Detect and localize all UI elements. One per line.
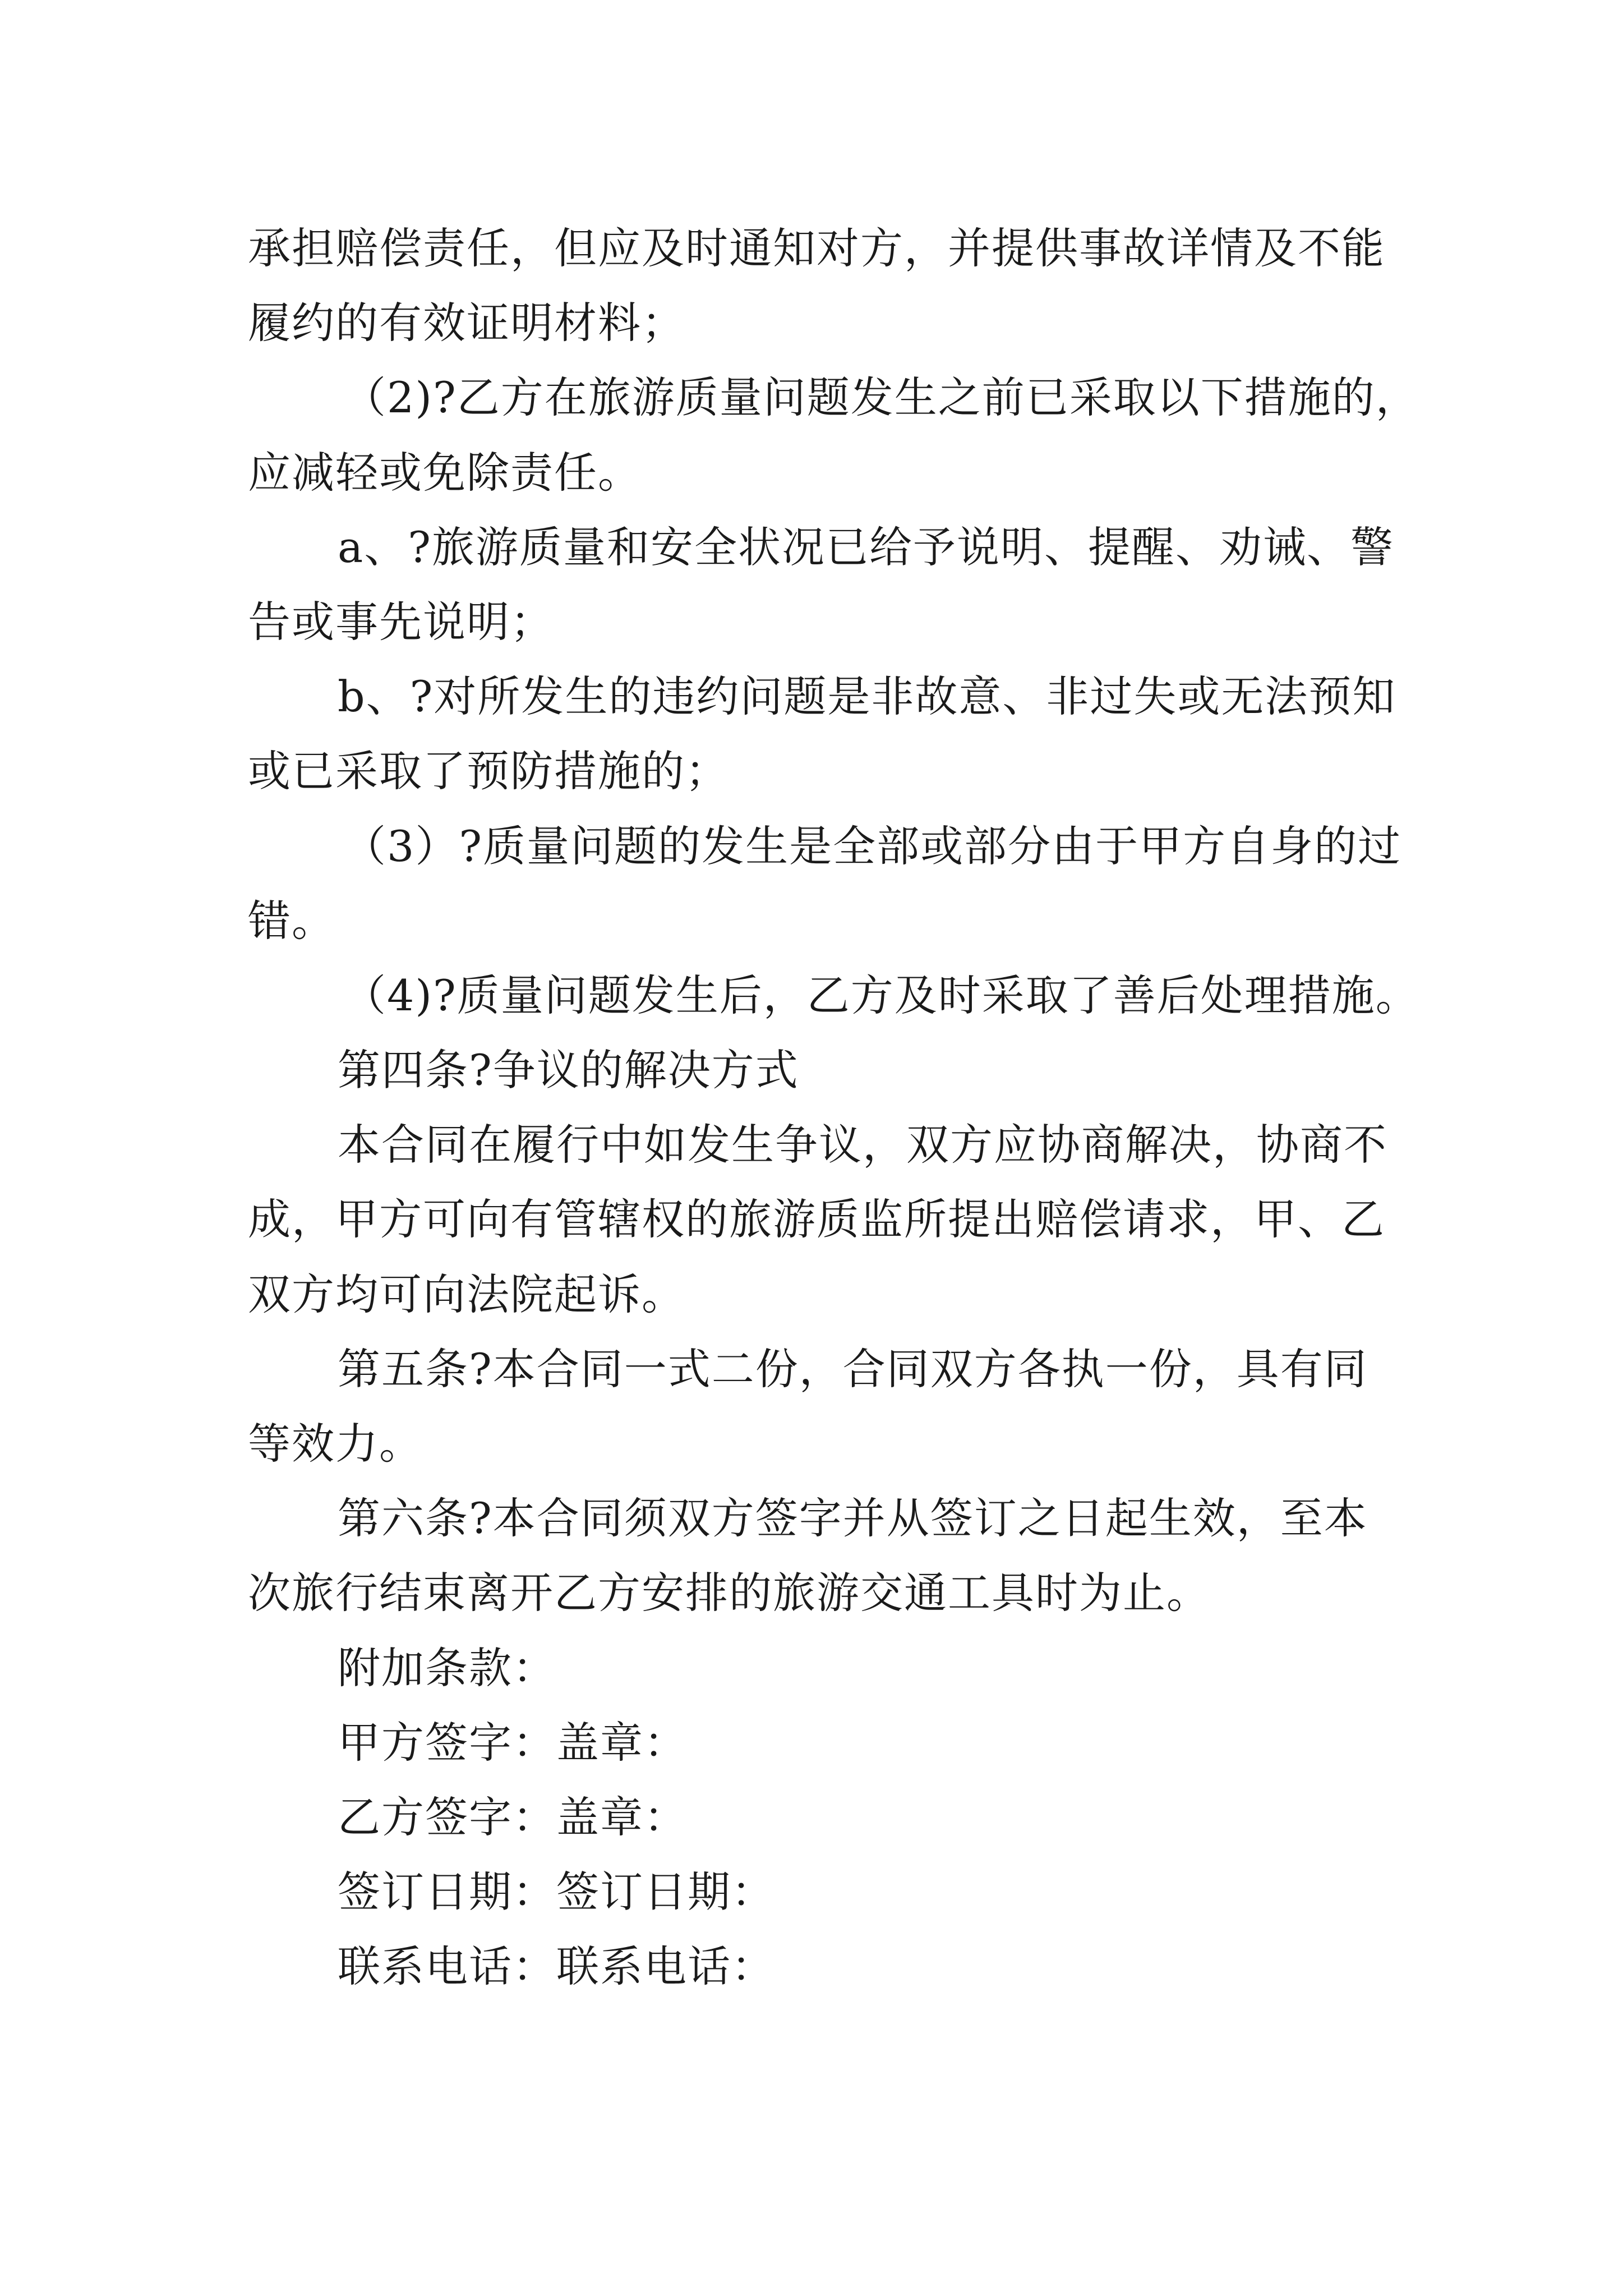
contact-phone-label: 联系电话：联系电话： bbox=[338, 1941, 775, 1992]
item-b-line: b、?对所发生的违约问题是非故意、非过失或无法预知 bbox=[338, 671, 1396, 722]
article-5-line: 第五条?本合同一式二份，合同双方各执一份，具有同 bbox=[338, 1343, 1368, 1394]
paragraph-line: 本合同在履行中如发生争议，双方应协商解决，协商不 bbox=[338, 1120, 1387, 1170]
clause-4-line: （4)?质量问题发生后，乙方及时采取了善后处理措施。 bbox=[343, 970, 1419, 1020]
article-4-heading: 第四条?争议的解决方式 bbox=[338, 1045, 799, 1096]
paragraph-line: 错。 bbox=[248, 895, 335, 946]
paragraph-line: 或已采取了预防措施的； bbox=[248, 746, 729, 797]
paragraph-line: 次旅行结束离开乙方安排的旅游交通工具时为止。 bbox=[248, 1568, 1210, 1618]
paragraph-line: 成，甲方可向有管辖权的旅游质监所提出赔偿请求，甲、乙 bbox=[248, 1194, 1385, 1245]
paragraph-line: 双方均可向法院起诉。 bbox=[248, 1269, 685, 1319]
paragraph-line: 履约的有效证明材料； bbox=[248, 298, 685, 348]
clause-3-line: （3）?质量问题的发生是全部或部分由于甲方自身的过 bbox=[343, 821, 1402, 871]
party-b-signature-label: 乙方签字：盖章： bbox=[338, 1792, 688, 1842]
paragraph-line: 等效力。 bbox=[248, 1419, 423, 1469]
additional-terms-label: 附加条款： bbox=[338, 1642, 556, 1693]
paragraph-line: 承担赔偿责任，但应及时通知对方，并提供事故详情及不能 bbox=[248, 223, 1385, 273]
item-a-line: a、?旅游质量和安全状况已给予说明、提醒、劝诫、警 bbox=[338, 522, 1395, 572]
paragraph-line: 应减轻或免除责任。 bbox=[248, 447, 642, 498]
party-a-signature-label: 甲方签字：盖章： bbox=[338, 1717, 688, 1768]
signing-date-label: 签订日期：签订日期： bbox=[338, 1867, 775, 1917]
contract-text bbox=[248, 211, 1419, 2004]
article-6-line: 第六条?本合同须双方签字并从签订之日起生效，至本 bbox=[338, 1493, 1368, 1544]
clause-2-line: （2)?乙方在旅游质量问题发生之前已采取以下措施的， bbox=[343, 372, 1419, 423]
paragraph-line: 告或事先说明； bbox=[248, 596, 554, 647]
